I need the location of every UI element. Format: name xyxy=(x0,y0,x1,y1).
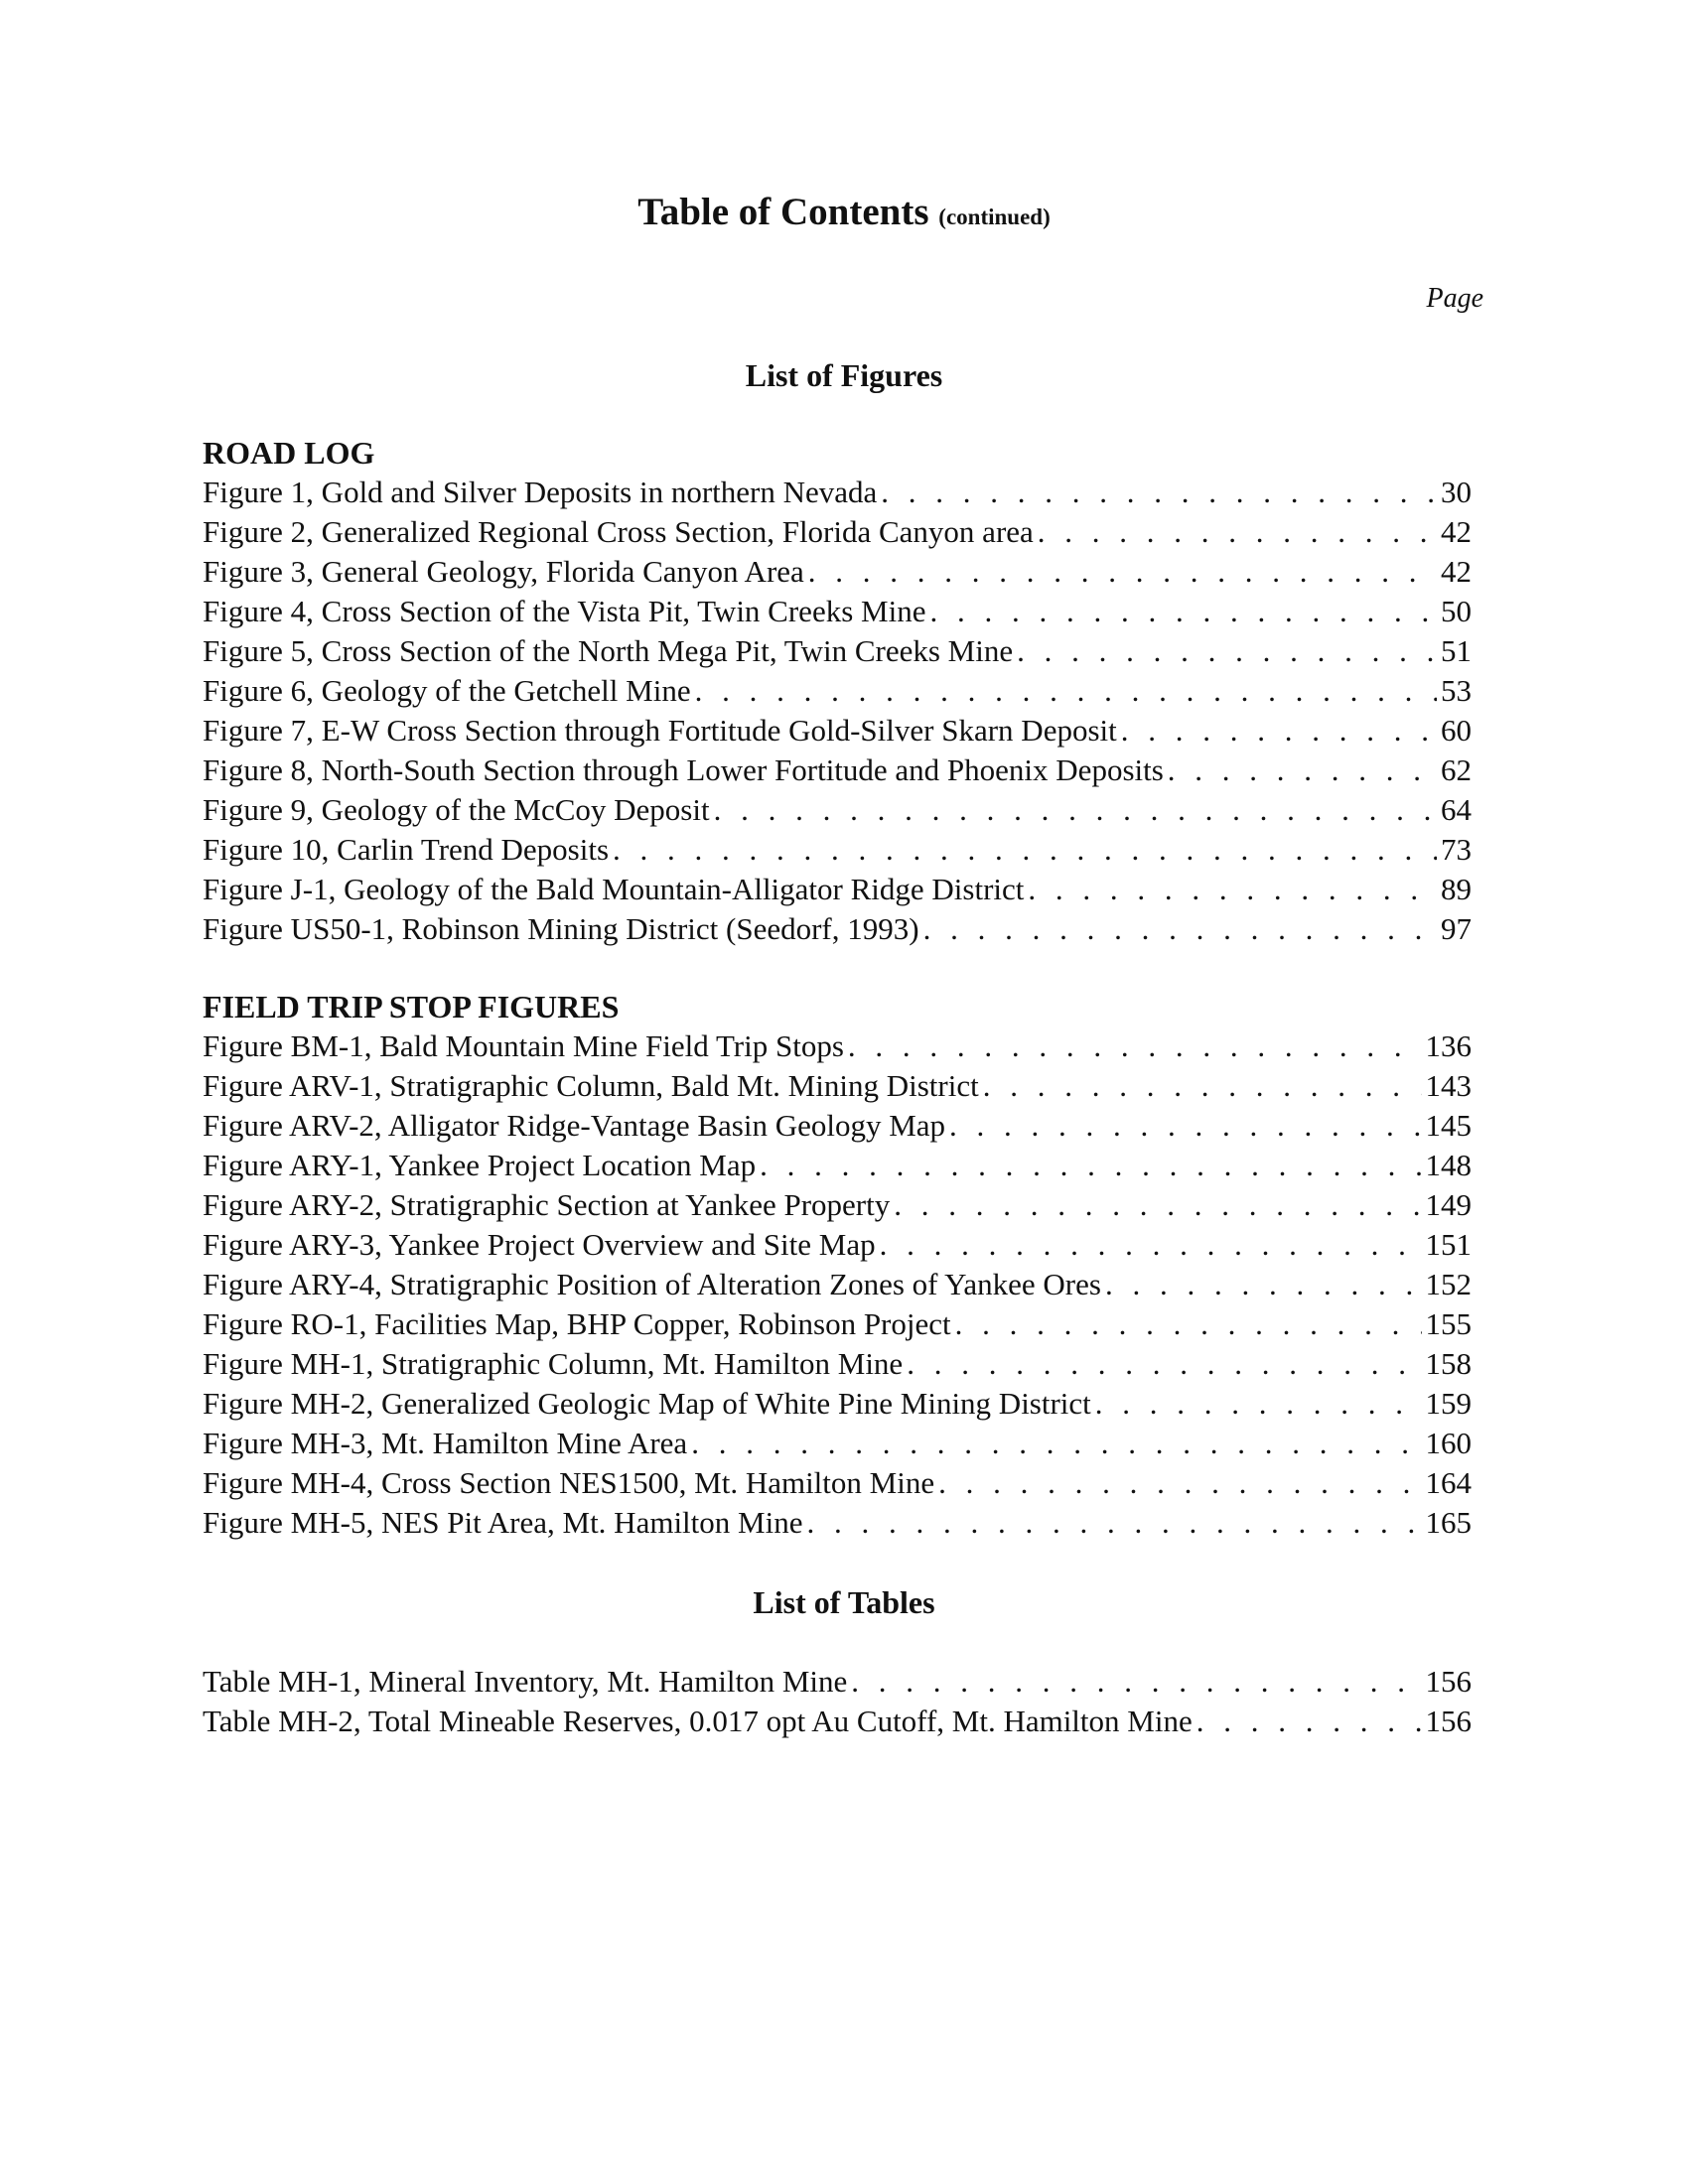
toc-entry-label: Figure 3, General Geology, Florida Canyon Area xyxy=(203,554,804,589)
toc-entry-page: 60 xyxy=(1441,713,1472,748)
toc-entry-label: Figure 1, Gold and Silver Deposits in northern Nevada xyxy=(203,475,878,509)
toc-entry xyxy=(203,1225,1472,1265)
toc-entry-page: 149 xyxy=(1425,1187,1472,1222)
toc-entry-label: Figure 9, Geology of the McCoy Deposit xyxy=(203,792,710,827)
toc-entry xyxy=(203,790,1472,830)
dot-leader xyxy=(851,1662,1421,1702)
dot-leader xyxy=(808,552,1437,592)
toc-entry xyxy=(203,1503,1472,1543)
dot-leader xyxy=(923,909,1437,949)
toc-entry-label: Figure RO-1, Facilities Map, BHP Copper, Robinson Project xyxy=(203,1306,951,1341)
page-column-label: Page xyxy=(1426,283,1483,314)
toc-entry xyxy=(203,1463,1472,1503)
toc-entry xyxy=(203,1026,1472,1066)
dot-leader xyxy=(949,1106,1421,1146)
dot-leader xyxy=(894,1185,1421,1225)
toc-entry xyxy=(203,909,1472,949)
toc-entry-page: 159 xyxy=(1425,1386,1472,1421)
toc-entry xyxy=(203,512,1472,552)
toc-entry-label: Figure MH-5, NES Pit Area, Mt. Hamilton Mine xyxy=(203,1505,803,1540)
toc-entry-label: Figure 2, Generalized Regional Cross Section, Florida Canyon area xyxy=(203,514,1034,549)
road-log-list xyxy=(203,473,1472,949)
toc-entry-page: 151 xyxy=(1425,1227,1472,1262)
toc-entry-page: 156 xyxy=(1425,1704,1472,1738)
toc-entry-label: Figure US50-1, Robinson Mining District (Seedorf, 1993) xyxy=(203,911,919,946)
toc-entry xyxy=(203,830,1472,870)
toc-entry-label: Figure ARY-3, Yankee Project Overview and Site Map xyxy=(203,1227,876,1262)
toc-entry-page: 136 xyxy=(1425,1028,1472,1063)
dot-leader xyxy=(1168,751,1437,790)
field-trip-list xyxy=(203,1026,1472,1543)
toc-entry-page: 42 xyxy=(1441,554,1472,589)
dot-leader xyxy=(983,1066,1422,1106)
toc-entry xyxy=(203,1344,1472,1384)
toc-entry-label: Figure J-1, Geology of the Bald Mountain-Alligator Ridge District xyxy=(203,872,1025,906)
toc-entry-page: 156 xyxy=(1425,1664,1472,1699)
toc-entry-page: 62 xyxy=(1441,752,1472,787)
toc-entry xyxy=(203,631,1472,671)
toc-entry-page: 164 xyxy=(1425,1465,1472,1500)
toc-entry-page: 165 xyxy=(1425,1505,1472,1540)
toc-entry xyxy=(203,552,1472,592)
dot-leader xyxy=(907,1344,1421,1384)
dot-leader xyxy=(714,790,1437,830)
dot-leader xyxy=(929,592,1437,631)
toc-entry xyxy=(203,1265,1472,1304)
toc-entry-page: 145 xyxy=(1425,1108,1472,1143)
dot-leader xyxy=(955,1304,1422,1344)
toc-entry xyxy=(203,751,1472,790)
toc-entry xyxy=(203,870,1472,909)
toc-entry-page: 160 xyxy=(1425,1426,1472,1460)
toc-entry-page: 64 xyxy=(1441,792,1472,827)
toc-entry xyxy=(203,1066,1472,1106)
toc-entry-label: Figure MH-2, Generalized Geologic Map of White Pine Mining District xyxy=(203,1386,1091,1421)
toc-entry xyxy=(203,711,1472,751)
toc-entry-page: 97 xyxy=(1441,911,1472,946)
toc-entry-label: Figure ARY-4, Stratigraphic Position of Alteration Zones of Yankee Ores xyxy=(203,1267,1101,1301)
dot-leader xyxy=(1121,711,1437,751)
toc-entry-label: Table MH-1, Mineral Inventory, Mt. Hamilton Mine xyxy=(203,1664,848,1699)
toc-entry-page: 42 xyxy=(1441,514,1472,549)
dot-leader xyxy=(691,1424,1421,1463)
list-of-figures-heading: List of Figures xyxy=(745,357,943,393)
toc-entry-label: Figure 5, Cross Section of the North Mega Pit, Twin Creeks Mine xyxy=(203,633,1014,668)
toc-entry-page: 50 xyxy=(1441,594,1472,628)
dot-leader xyxy=(760,1146,1421,1185)
toc-entry-page: 158 xyxy=(1425,1346,1472,1381)
toc-entry xyxy=(203,1146,1472,1185)
toc-entry-label: Figure 8, North-South Section through Lower Fortitude and Phoenix Deposits xyxy=(203,752,1164,787)
toc-entry xyxy=(203,473,1472,512)
toc-entry-label: Figure 6, Geology of the Getchell Mine xyxy=(203,673,691,708)
dot-leader xyxy=(1105,1265,1422,1304)
toc-entry-page: 148 xyxy=(1425,1148,1472,1182)
toc-entry-label: Figure MH-1, Stratigraphic Column, Mt. Hamilton Mine xyxy=(203,1346,904,1381)
toc-entry-label: Figure ARY-2, Stratigraphic Section at Yankee Property xyxy=(203,1187,891,1222)
dot-leader xyxy=(1017,631,1437,671)
toc-entry-label: Figure MH-4, Cross Section NES1500, Mt. Hamilton Mine xyxy=(203,1465,935,1500)
dot-leader xyxy=(1196,1702,1422,1741)
toc-entry-label: Figure 10, Carlin Trend Deposits xyxy=(203,832,610,867)
road-log-heading: ROAD LOG xyxy=(203,435,375,471)
toc-entry xyxy=(203,1106,1472,1146)
toc-entry xyxy=(203,1424,1472,1463)
dot-leader xyxy=(1038,512,1437,552)
toc-entry-label: Figure 7, E-W Cross Section through Fortitude Gold-Silver Skarn Deposit xyxy=(203,713,1117,748)
toc-entry-page: 73 xyxy=(1441,832,1472,867)
page-title-continued: (continued) xyxy=(938,205,1051,229)
dot-leader xyxy=(695,671,1437,711)
dot-leader xyxy=(1028,870,1437,909)
page-title-text: Table of Contents xyxy=(637,191,929,233)
toc-entry xyxy=(203,1185,1472,1225)
toc-entry-page: 152 xyxy=(1425,1267,1472,1301)
page-title xyxy=(0,189,1688,241)
tables-list xyxy=(203,1662,1472,1741)
toc-entry-page: 89 xyxy=(1441,872,1472,906)
toc-entry xyxy=(203,1304,1472,1344)
toc-entry-page: 30 xyxy=(1441,475,1472,509)
toc-entry-page: 51 xyxy=(1441,633,1472,668)
dot-leader xyxy=(613,830,1437,870)
toc-entry-label: Figure ARV-1, Stratigraphic Column, Bald Mt. Mining District xyxy=(203,1068,979,1103)
toc-entry xyxy=(203,1384,1472,1424)
toc-entry-page: 53 xyxy=(1441,673,1472,708)
list-of-tables-heading: List of Tables xyxy=(753,1584,935,1620)
dot-leader xyxy=(848,1026,1422,1066)
toc-entry-label: Figure 4, Cross Section of the Vista Pit, Twin Creeks Mine xyxy=(203,594,926,628)
dot-leader xyxy=(881,473,1437,512)
toc-entry xyxy=(203,1662,1472,1702)
toc-entry-label: Table MH-2, Total Mineable Reserves, 0.017 opt Au Cutoff, Mt. Hamilton Mine xyxy=(203,1704,1193,1738)
toc-entry-label: Figure MH-3, Mt. Hamilton Mine Area xyxy=(203,1426,688,1460)
toc-entry-page: 155 xyxy=(1425,1306,1472,1341)
toc-entry xyxy=(203,592,1472,631)
toc-entry-label: Figure ARV-2, Alligator Ridge-Vantage Basin Geology Map xyxy=(203,1108,946,1143)
toc-entry xyxy=(203,671,1472,711)
toc-entry xyxy=(203,1702,1472,1741)
dot-leader xyxy=(938,1463,1421,1503)
dot-leader xyxy=(1095,1384,1422,1424)
dot-leader xyxy=(806,1503,1421,1543)
toc-entry-label: Figure ARY-1, Yankee Project Location Map xyxy=(203,1148,757,1182)
toc-entry-page: 143 xyxy=(1425,1068,1472,1103)
toc-entry-label: Figure BM-1, Bald Mountain Mine Field Trip Stops xyxy=(203,1028,844,1063)
dot-leader xyxy=(880,1225,1422,1265)
field-trip-heading: FIELD TRIP STOP FIGURES xyxy=(203,989,620,1024)
